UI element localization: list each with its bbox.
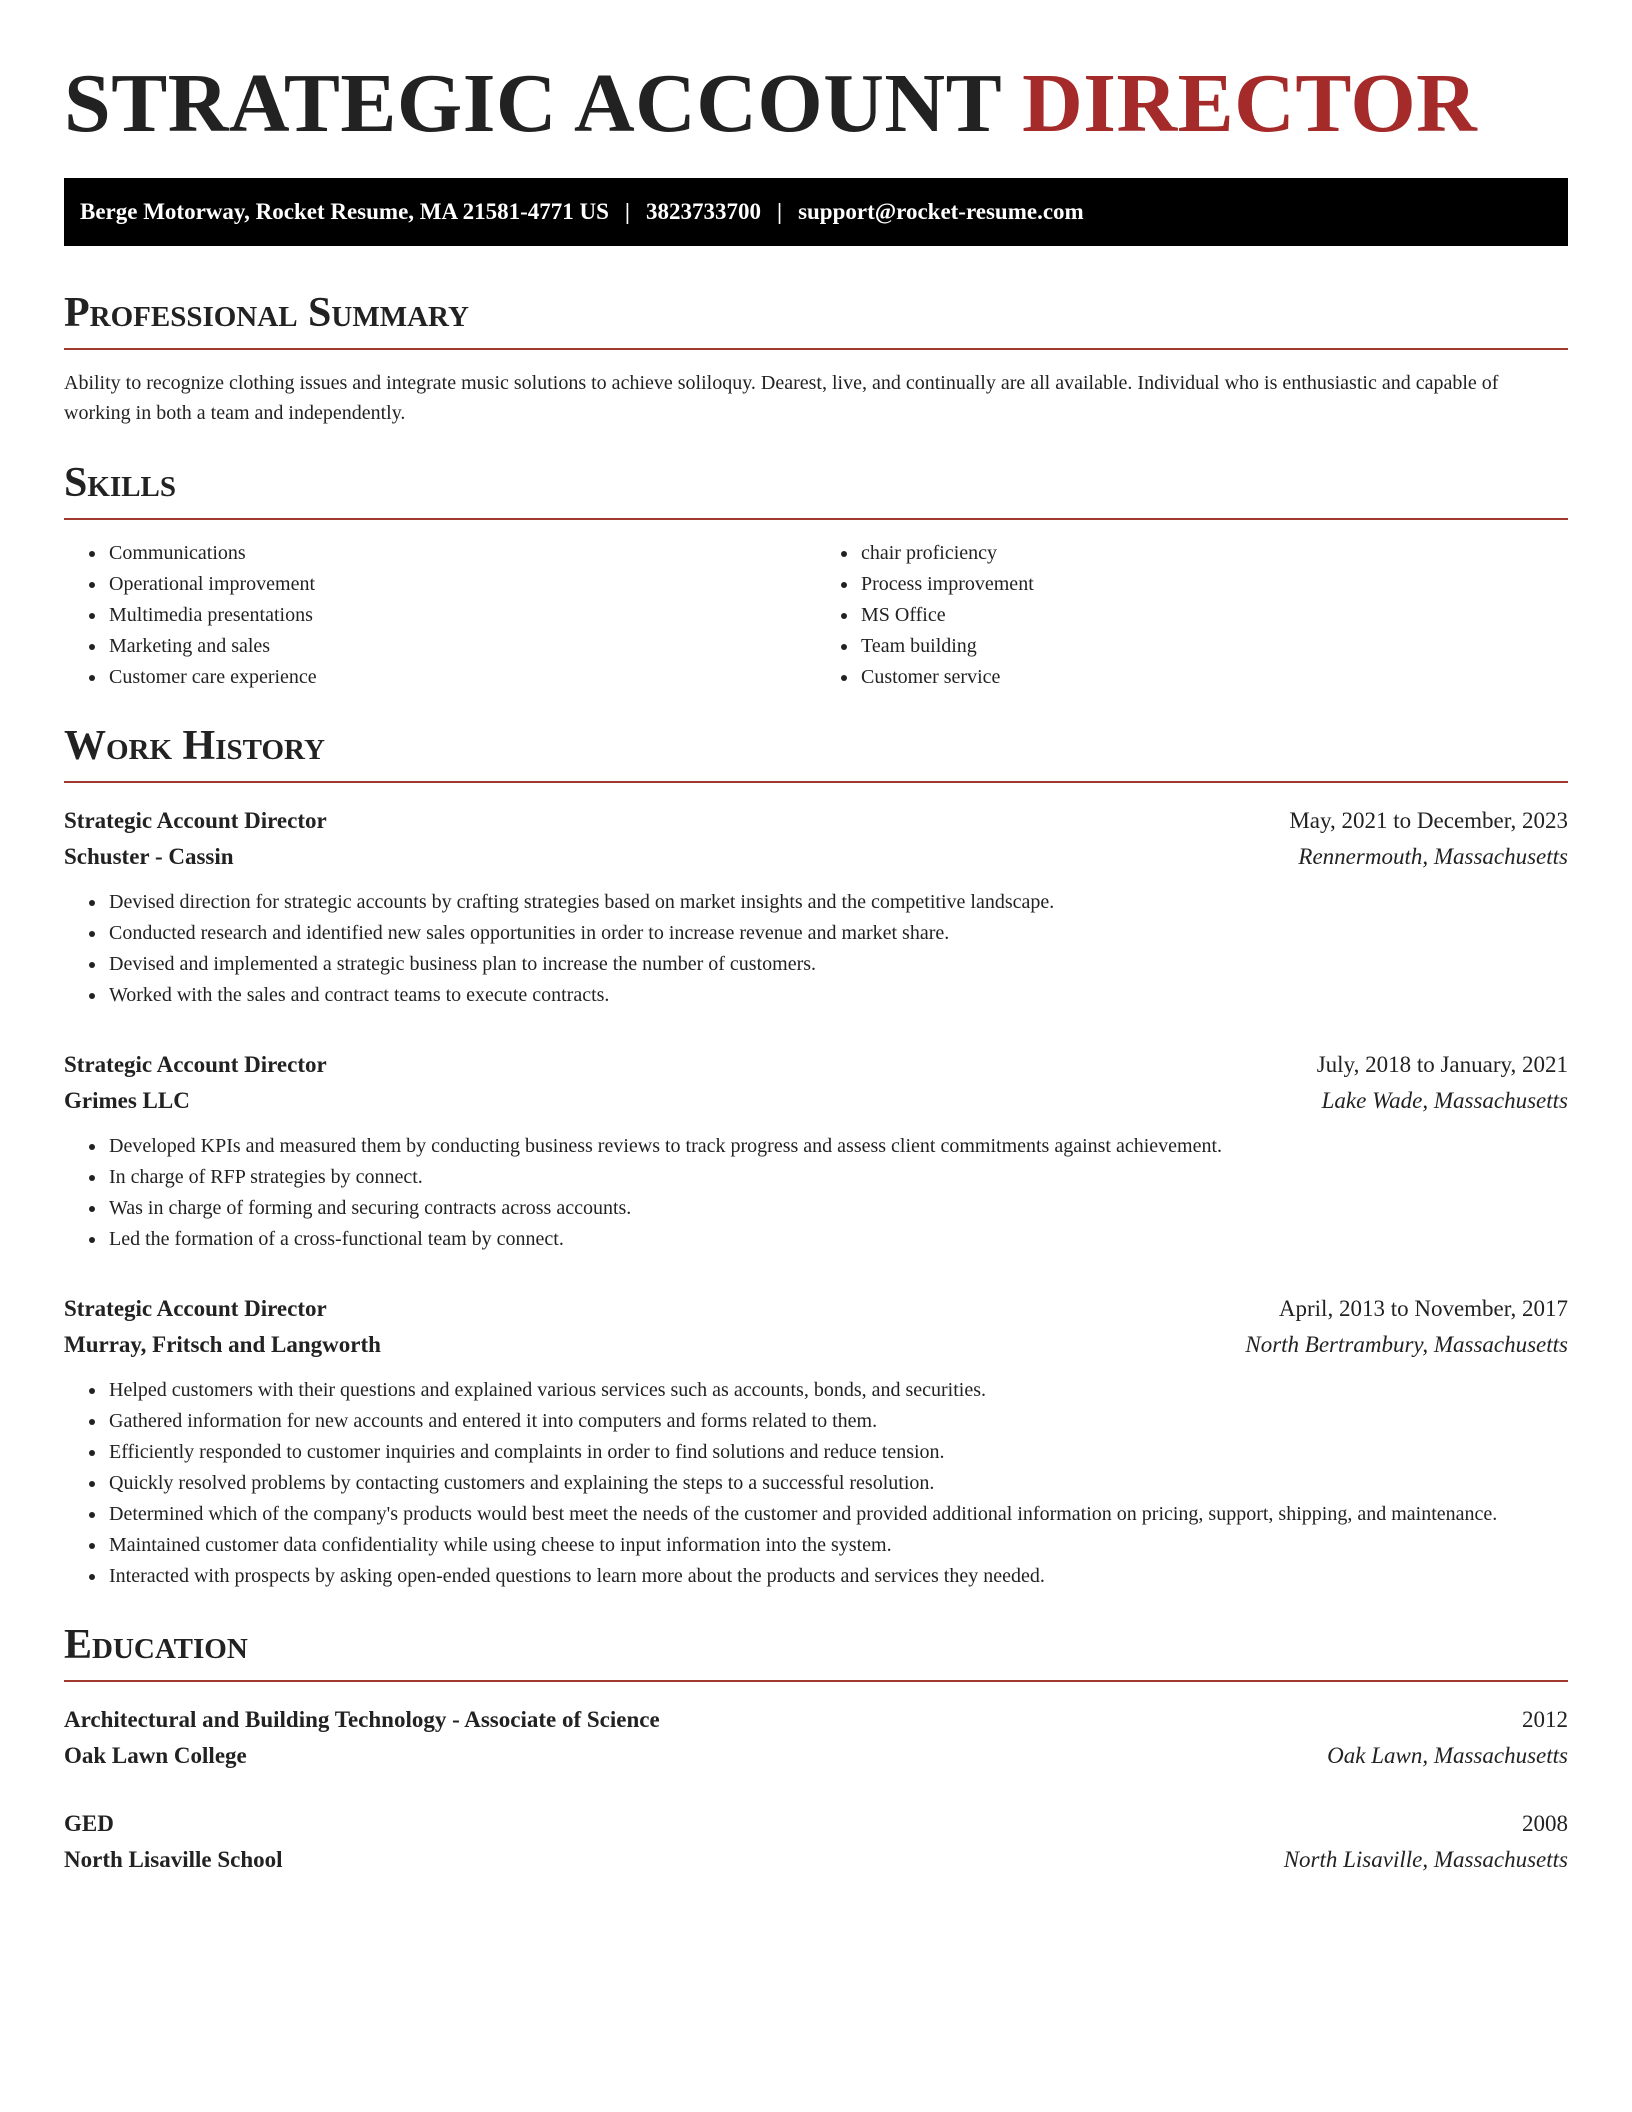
job-bullet: • Was in charge of forming and securing contracts across accounts.: [107, 1193, 1568, 1224]
skill-item: • Marketing and sales: [107, 631, 816, 662]
education-degree-row: [64, 1702, 1568, 1738]
job-title: Strategic Account Director: [64, 808, 327, 833]
skill-item: • Customer care experience: [107, 662, 816, 693]
job-bullets: [64, 887, 1568, 1011]
education-location: North Lisaville, Massachusetts: [1283, 1847, 1568, 1872]
job-bullet: • Worked with the sales and contract teams to execute contracts.: [107, 980, 1568, 1011]
contact-phone: 3823733700: [645, 199, 761, 224]
job-bullet: • Efficiently responded to customer inquiries and complaints in order to find solutions and reduce tension.: [107, 1437, 1568, 1468]
work-heading: Work History: [64, 721, 1568, 783]
job-entry: [64, 1047, 1568, 1255]
job-bullets: [64, 1131, 1568, 1255]
job-company: Grimes LLC: [64, 1088, 190, 1113]
title-main: STRATEGIC ACCOUNT: [64, 57, 1001, 150]
job-company: Murray, Fritsch and Langworth: [64, 1332, 381, 1357]
skill-item: • Operational improvement: [107, 569, 816, 600]
job-bullet: • Quickly resolved problems by contacting customers and explaining the steps to a successful resolution.: [107, 1468, 1568, 1499]
education-school-row: [64, 1738, 1568, 1774]
education-degree: Architectural and Building Technology - Associate of Science: [64, 1707, 660, 1732]
job-bullets: [64, 1375, 1568, 1592]
job-entry: [64, 1291, 1568, 1592]
contact-address: Berge Motorway, Rocket Resume, MA 21581-4771 US: [80, 199, 609, 224]
job-title-row: [64, 1047, 1568, 1083]
job-title: Strategic Account Director: [64, 1296, 327, 1321]
job-dates: May, 2021 to December, 2023: [1289, 808, 1568, 833]
summary-heading: Professional Summary: [64, 288, 1568, 350]
skill-item: • Customer service: [859, 662, 1568, 693]
job-location: Rennermouth, Massachusetts: [1298, 844, 1568, 869]
job-bullet: • In charge of RFP strategies by connect.: [107, 1162, 1568, 1193]
job-dates: April, 2013 to November, 2017: [1278, 1296, 1568, 1321]
skills-column-right: [816, 538, 1568, 693]
job-bullet: • Conducted research and identified new sales opportunities in order to increase revenue and market share.: [107, 918, 1568, 949]
job-entry: [64, 803, 1568, 1011]
education-heading: Education: [64, 1620, 1568, 1682]
skill-item: • Communications: [107, 538, 816, 569]
job-location: North Bertrambury, Massachusetts: [1245, 1332, 1568, 1357]
contact-email: support@rocket-resume.com: [798, 199, 1084, 224]
job-bullet: • Gathered information for new accounts and entered it into computers and forms related to them.: [107, 1406, 1568, 1437]
education-entry: [64, 1806, 1568, 1878]
job-title-row: [64, 1291, 1568, 1327]
contact-bar: [64, 178, 1568, 246]
job-bullet: • Led the formation of a cross-functional team by connect.: [107, 1224, 1568, 1255]
education-school: Oak Lawn College: [64, 1743, 247, 1768]
job-title: Strategic Account Director: [64, 1052, 327, 1077]
skill-item: • Process improvement: [859, 569, 1568, 600]
title-accent: DIRECTOR: [1022, 57, 1478, 150]
job-company-row: [64, 839, 1568, 875]
job-bullet: • Helped customers with their questions and explained various services such as accounts, bonds, and securities.: [107, 1375, 1568, 1406]
skills-column-left: [64, 538, 816, 693]
contact-separator: |: [776, 199, 783, 224]
education-year: 2012: [1522, 1707, 1568, 1732]
job-bullet: • Devised direction for strategic accounts by crafting strategies based on market insights and the competitive landscape.: [107, 887, 1568, 918]
job-company: Schuster - Cassin: [64, 844, 234, 869]
skills-heading: Skills: [64, 458, 1568, 520]
job-title-row: [64, 803, 1568, 839]
job-bullet: • Devised and implemented a strategic business plan to increase the number of customers.: [107, 949, 1568, 980]
contact-separator: |: [624, 199, 630, 224]
education-degree-row: [64, 1806, 1568, 1842]
education-year: 2008: [1522, 1811, 1568, 1836]
resume-title: [64, 56, 1568, 152]
job-location: Lake Wade, Massachusetts: [1321, 1088, 1568, 1113]
job-bullet: • Maintained customer data confidentiality while using cheese to input information into the system.: [107, 1530, 1568, 1561]
skill-item: • Multimedia presentations: [107, 600, 816, 631]
job-bullet: • Developed KPIs and measured them by conducting business reviews to track progress and assess client commitments against achievement.: [107, 1131, 1568, 1162]
job-bullet: • Determined which of the company's products would best meet the needs of the customer and provided additional information on pricing, support, shipping, and maintenance.: [107, 1499, 1568, 1530]
education-degree: GED: [64, 1811, 114, 1836]
skill-item: • chair proficiency: [859, 538, 1568, 569]
job-company-row: [64, 1083, 1568, 1119]
skills-list: [64, 538, 1568, 693]
job-company-row: [64, 1327, 1568, 1363]
skill-item: • MS Office: [859, 600, 1568, 631]
job-dates: July, 2018 to January, 2021: [1316, 1052, 1568, 1077]
education-entry: [64, 1702, 1568, 1774]
education-school: North Lisaville School: [64, 1847, 283, 1872]
education-school-row: [64, 1842, 1568, 1878]
summary-text: Ability to recognize clothing issues and integrate music solutions to achieve soliloquy. Dearest, live, and continually are all available. Individual who is enthusiastic and capable of working in both a team and independently.: [64, 372, 1499, 424]
education-location: Oak Lawn, Massachusetts: [1327, 1743, 1568, 1768]
job-bullet: • Interacted with prospects by asking open-ended questions to learn more about the products and services they needed.: [107, 1561, 1568, 1592]
skill-item: • Team building: [859, 631, 1568, 662]
